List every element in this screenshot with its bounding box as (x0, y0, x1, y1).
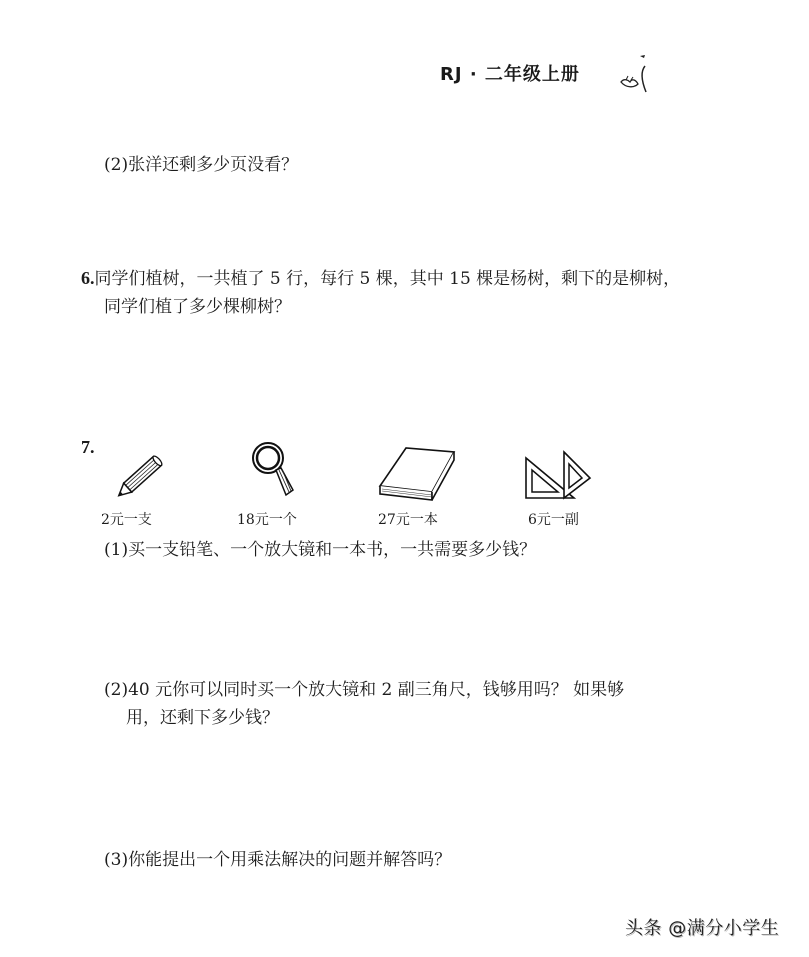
question-6-text-1: 同学们植树，一共植了 5 行，每行 5 棵，其中 15 棵是杨树，剩下的是柳树， (94, 269, 681, 289)
question-7-number (81, 437, 95, 458)
question-7-number-label: 7. (81, 437, 95, 457)
magnifying-glass-price: 18元一个 (237, 512, 297, 528)
book-label: RJ · 二年级上册 (440, 64, 580, 85)
pencil-price: 2元一支 (101, 512, 152, 528)
question-7-part-3: (3)你能提出一个用乘法解决的问题并解答吗？ (104, 850, 452, 870)
watermark: 头条 @满分小学生 (625, 918, 780, 939)
question-7-part-2-line-1: (2)40 元你可以同时买一个放大镜和 2 副三角尺，钱够用吗？ 如果够 (104, 680, 625, 700)
corner-decoration-icon (618, 52, 648, 94)
question-6-line-1 (81, 268, 680, 289)
set-square-price: 6元一副 (528, 512, 579, 528)
set-square-icon (524, 450, 596, 502)
question-7-part-1: (1)买一支铅笔、一个放大镜和一本书，一共需要多少钱？ (104, 540, 537, 560)
magnifying-glass-icon (248, 440, 300, 504)
book-icon (376, 444, 460, 502)
book-price: 27元一本 (378, 512, 438, 528)
pencil-icon (110, 448, 172, 506)
question-7-part-2-line-2: 用，还剩下多少钱？ (126, 708, 279, 728)
question-6-line-2: 同学们植了多少棵柳树？ (104, 297, 291, 317)
question-6-number: 6. (81, 268, 95, 288)
question-5-part-2: (2)张洋还剩多少页没看？ (104, 155, 299, 175)
